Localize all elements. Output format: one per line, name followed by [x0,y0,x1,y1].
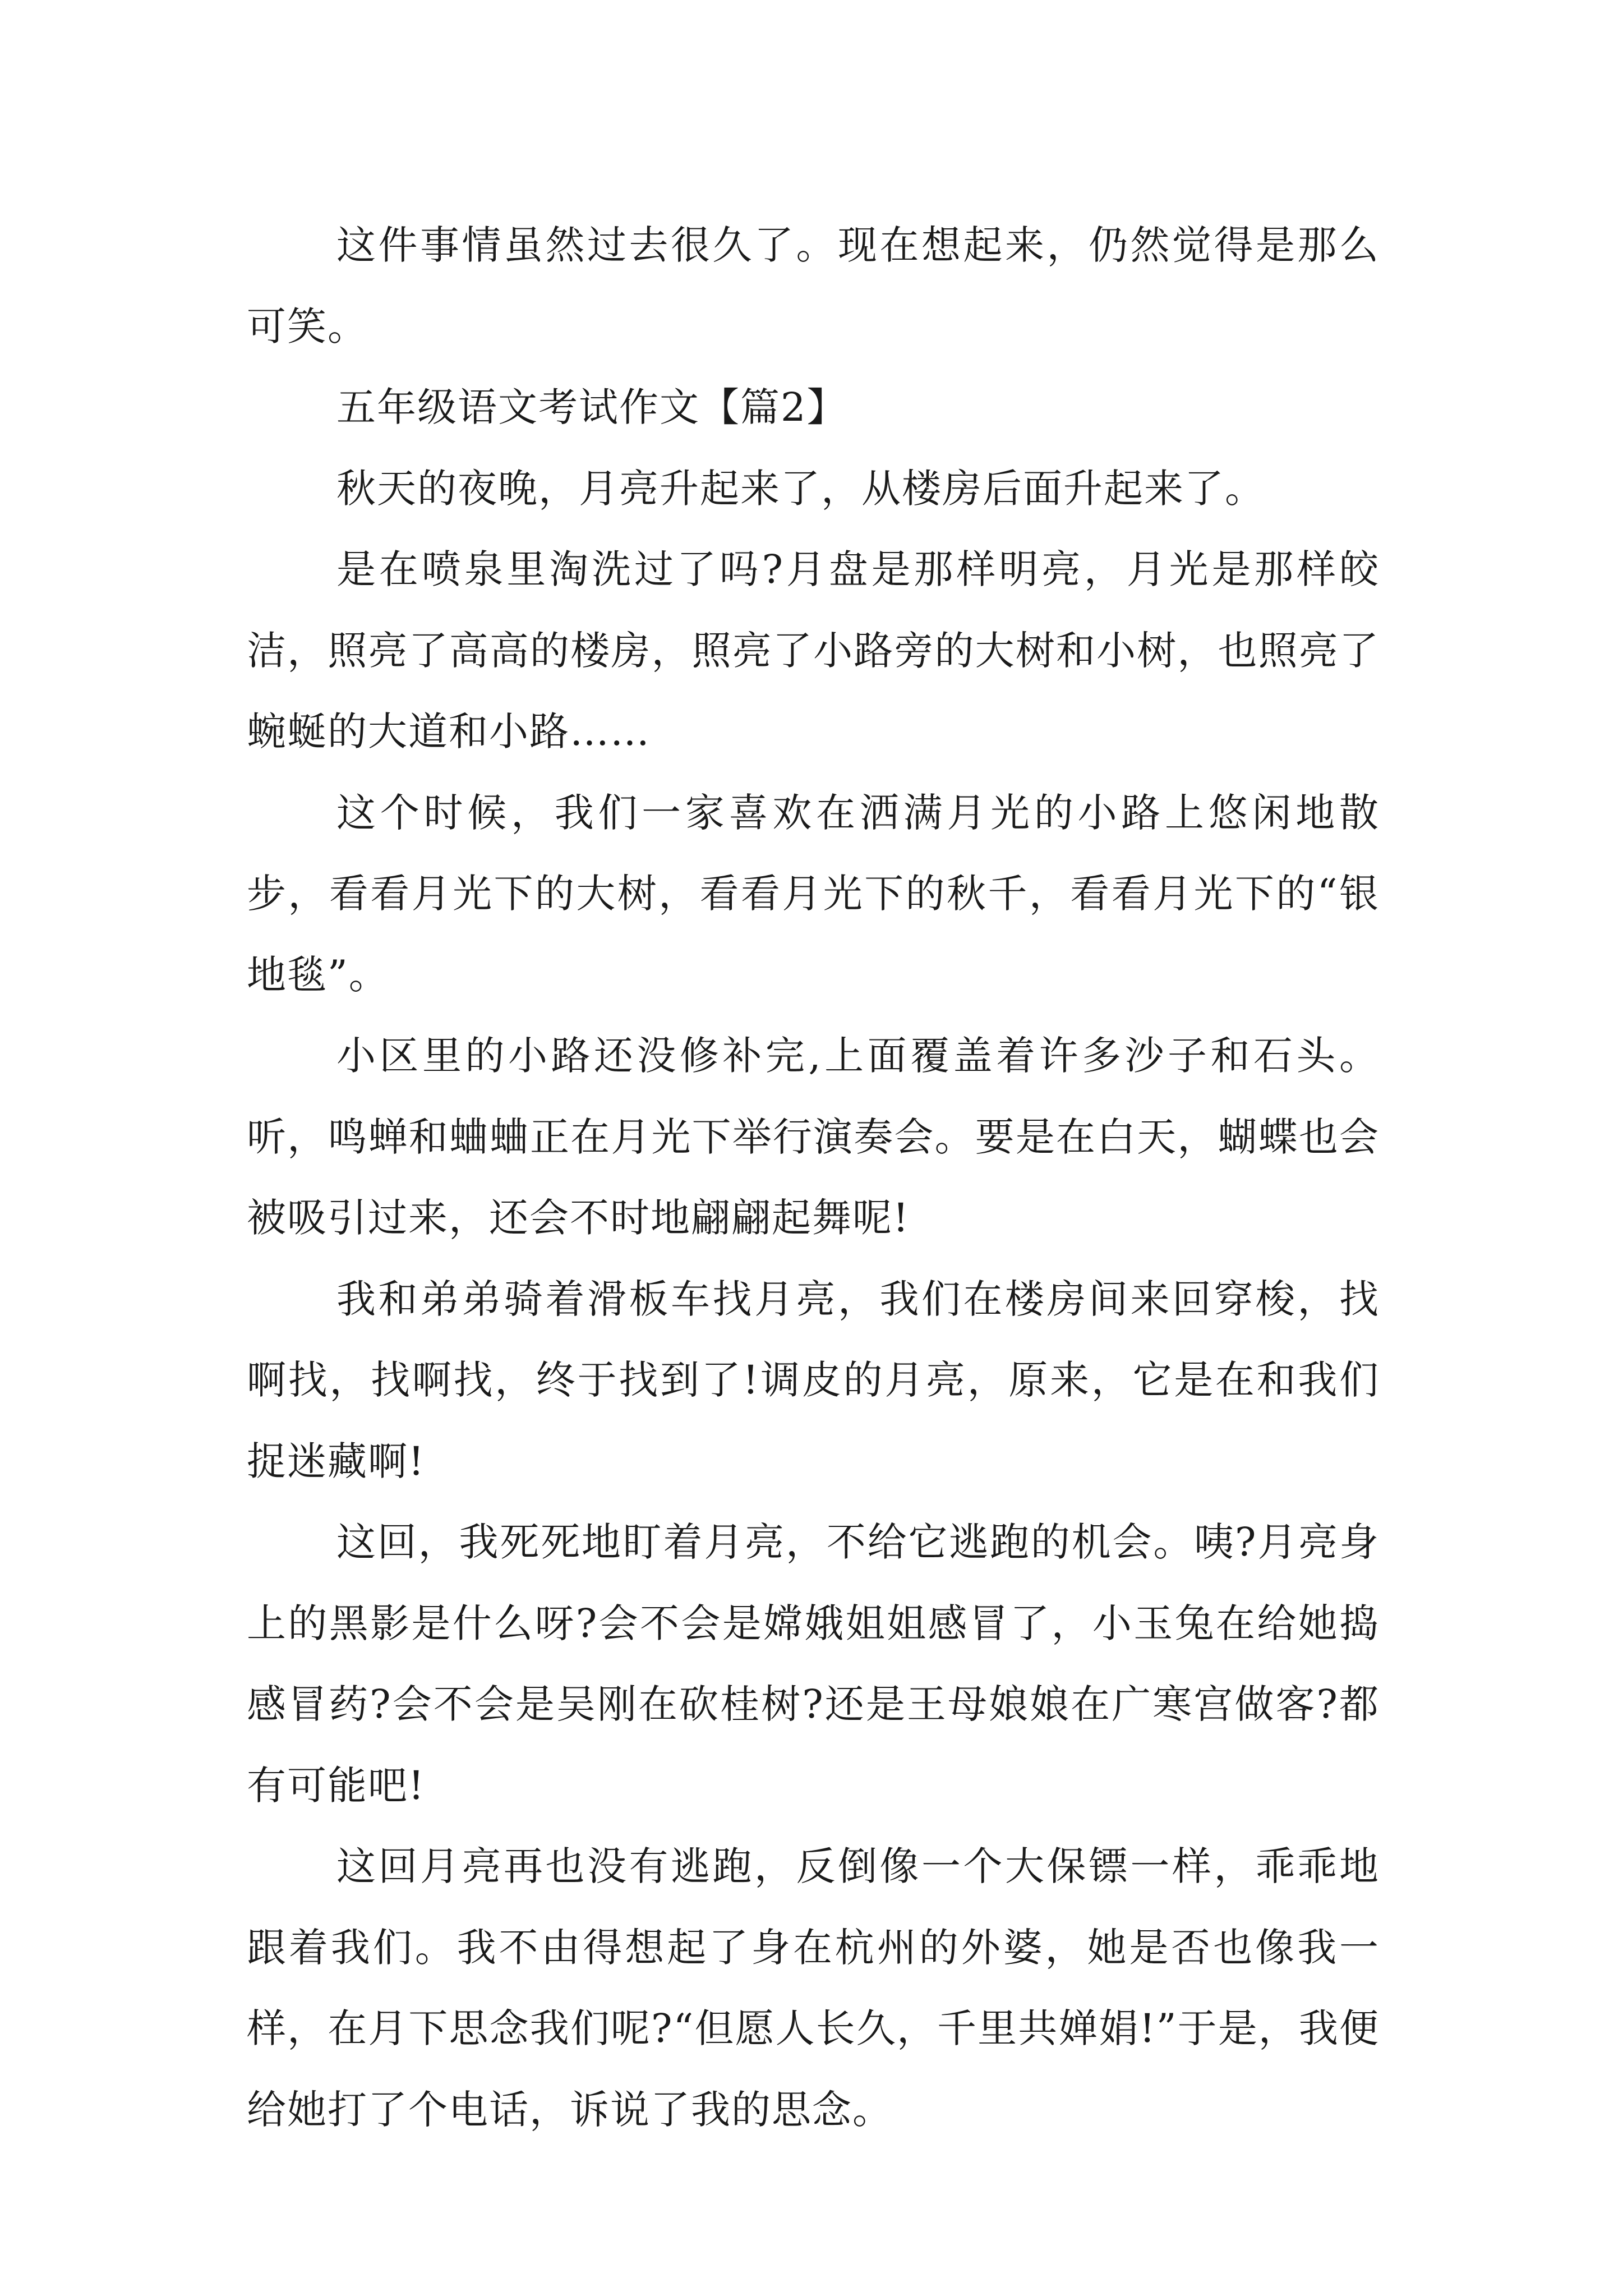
document-body [247,205,1380,2150]
paragraph-8: 这回，我死死地盯着月亮，不给它逃跑的机会。咦?月亮身上的黑影是什么呀?会不会是嫦娥姐姐感冒了，小玉兔在给她捣感冒药?会不会是吴刚在砍桂树?还是王母娘娘在广寒宫做客?都有可能吧! [247,1519,1380,1809]
paragraph-9: 这回月亮再也没有逃跑，反倒像一个大保镖一样，乖乖地跟着我们。我不由得想起了身在杭州的外婆，她是否也像我一样，在月下思念我们呢?“但愿人长久，千里共婵娟!”于是，我便给她打了个电话，诉说了我的思念。 [247,1843,1380,2133]
paragraph-5: 这个时候，我们一家喜欢在洒满月光的小路上悠闲地散步，看看月光下的大树，看看月光下的秋千，看看月光下的“银地毯”。 [247,789,1380,998]
section-heading: 五年级语文考试作文【篇2】 [336,384,847,430]
paragraph-6: 小区里的小路还没修补完,上面覆盖着许多沙子和石头。听，鸣蝉和蛐蛐正在月光下举行演奏会。要是在白天，蝴蝶也会被吸引过来，还会不时地翩翩起舞呢! [247,1033,1380,1241]
paragraph-4: 是在喷泉里淘洗过了吗?月盘是那样明亮，月光是那样皎洁，照亮了高高的楼房，照亮了小路旁的大树和小树，也照亮了蜿蜒的大道和小路…… [247,546,1380,754]
paragraph-3: 秋天的夜晚，月亮升起来了，从楼房后面升起来了。 [336,465,1265,512]
paragraph-1: 这件事情虽然过去很久了。现在想起来，仍然觉得是那么可笑。 [247,222,1380,349]
paragraph-7: 我和弟弟骑着滑板车找月亮，我们在楼房间来回穿梭，找啊找，找啊找，终于找到了!调皮的月亮，原来，它是在和我们捉迷藏啊! [247,1276,1380,1484]
